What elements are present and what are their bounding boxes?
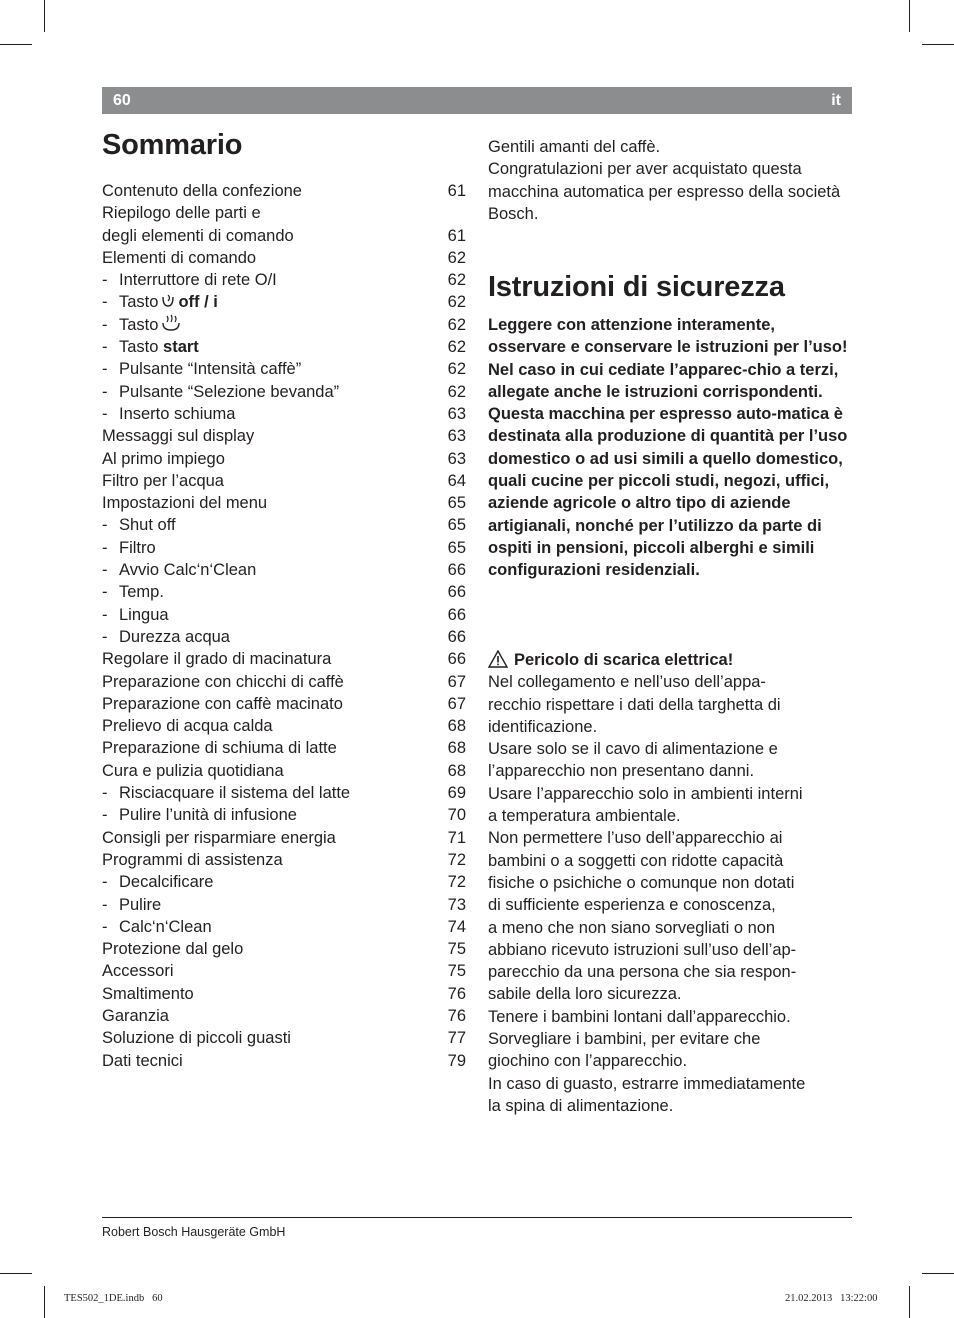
- warning-line: bambini o a soggetti con ridotte capacità: [488, 851, 784, 870]
- warning-line: a temperatura ambientale.: [488, 807, 681, 826]
- footer-company: Robert Bosch Hausgeräte GmbH: [102, 1225, 286, 1239]
- safety-instructions: [488, 314, 852, 582]
- toc-entry[interactable]: Dati tecnici 79: [102, 1050, 466, 1072]
- crop-mark: [922, 44, 954, 45]
- safety-paragraph-read: Leggere con attenzione interamente, osservare e conservare le istruzioni per l’uso! Nel caso in cui cediate l’apparec-chio a terzi, allegate anche le istruzioni corrispondenti.: [488, 316, 848, 401]
- crop-mark: [44, 1286, 45, 1318]
- toc-entry[interactable]: Accessori 75: [102, 960, 466, 982]
- toc-entry[interactable]: Contenuto della confezione 61: [102, 180, 466, 202]
- toc-subentry[interactable]: - Tasto 62: [102, 314, 466, 336]
- intro-text: [488, 136, 852, 225]
- warning-heading: Pericolo di scarica elettrica!: [488, 649, 852, 671]
- toc-subentry[interactable]: - Tasto start 62: [102, 336, 466, 358]
- warning-line: a meno che non siano sorvegliati o non: [488, 918, 776, 937]
- warning-triangle-icon: [488, 650, 508, 668]
- toc-entry[interactable]: Preparazione con chicchi di caffè 67: [102, 671, 466, 693]
- safety-title: Istruzioni di sicurezza: [488, 271, 785, 303]
- footer-divider: [102, 1217, 852, 1218]
- toc-entry[interactable]: Al primo impiego 63: [102, 448, 466, 470]
- toc-subentry[interactable]: - Interruttore di rete O/I 62: [102, 269, 466, 291]
- toc-subentry[interactable]: - Lingua 66: [102, 604, 466, 626]
- toc-entry[interactable]: Preparazione di schiuma di latte 68: [102, 737, 466, 759]
- toc-entry[interactable]: Protezione dal gelo 75: [102, 938, 466, 960]
- toc-entry[interactable]: Riepilogo delle parti e: [102, 202, 466, 224]
- toc-subentry[interactable]: - Temp. 66: [102, 581, 466, 603]
- toc-subentry[interactable]: - Durezza acqua 66: [102, 626, 466, 648]
- intro-paragraph: Gentili amanti del caffè. Congratulazioni per aver acquistato questa macchina automatica per espresso della società Bosch.: [488, 138, 841, 223]
- toc-entry[interactable]: Garanzia 76: [102, 1005, 466, 1027]
- warning-line: identificazione.: [488, 717, 598, 736]
- toc-subentry[interactable]: - Pulire l’unità di infusione 70: [102, 804, 466, 826]
- toc-entry[interactable]: Messaggi sul display 63: [102, 425, 466, 447]
- toc-subentry[interactable]: - Pulire 73: [102, 894, 466, 916]
- toc-entry[interactable]: Elementi di comando 62: [102, 247, 466, 269]
- warning-line: parecchio da una persona che sia respon-: [488, 963, 797, 982]
- crop-mark: [44, 0, 45, 32]
- toc-subentry[interactable]: - Avvio Calc‘n‘Clean 66: [102, 559, 466, 581]
- warning-line: Tenere i bambini lontani dall’apparecchio.: [488, 1007, 791, 1026]
- safety-paragraph-intended-use: Questa macchina per espresso auto-matica è destinata alla produzione di quantità per l’uso domestico o ad usi simili a quello domestico, quali cucine per piccoli studi, negozi, uffici, aziende agricole o altro tipo di aziende artigianali, nonché per l’utilizzo da parte di ospiti in pensioni, piccoli alberghi e simili configurazioni residenziali.: [488, 405, 848, 580]
- milk-steam-icon: [160, 314, 182, 332]
- toc-entry[interactable]: Prelievo di acqua calda 68: [102, 715, 466, 737]
- toc-subentry[interactable]: - Pulsante “Selezione bevanda” 62: [102, 381, 466, 403]
- toc-entry[interactable]: Filtro per l’acqua 64: [102, 470, 466, 492]
- warning-line: Non permettere l’uso dell’apparecchio ai: [488, 829, 783, 848]
- coffee-power-icon: [160, 293, 176, 309]
- warning-line: sabile della loro sicurezza.: [488, 985, 682, 1004]
- toc-entry[interactable]: Impostazioni del menu 65: [102, 492, 466, 514]
- warning-line: la spina di alimentazione.: [488, 1096, 674, 1115]
- print-slug-file: TES502_1DE.indb 60: [64, 1293, 163, 1304]
- toc-subentry[interactable]: - Risciacquare il sistema del latte 69: [102, 782, 466, 804]
- warning-line: In caso di guasto, estrarre immediatamente: [488, 1074, 806, 1093]
- toc-entry[interactable]: Smaltimento 76: [102, 983, 466, 1005]
- toc-entry[interactable]: Programmi di assistenza 72: [102, 849, 466, 871]
- crop-mark: [0, 1273, 32, 1274]
- warning-line: fisiche o psichiche o comunque non dotati: [488, 873, 795, 892]
- crop-mark: [922, 1273, 954, 1274]
- crop-mark: [909, 0, 910, 32]
- toc-subentry[interactable]: - Filtro 65: [102, 537, 466, 559]
- toc-entry[interactable]: degli elementi di comando 61: [102, 225, 466, 247]
- language-code: it: [831, 92, 841, 109]
- warning-line: Nel collegamento e nell’uso dell’appa-: [488, 673, 766, 692]
- warning-line: di sufficiente esperienza e conoscenza,: [488, 896, 776, 915]
- toc-subentry[interactable]: - Tasto off / i 62: [102, 291, 466, 313]
- warning-text: [488, 671, 852, 1117]
- warning-line: abbiano ricevuto istruzioni sull’uso dell’ap-: [488, 940, 797, 959]
- warning-line: l’apparecchio non presentano danni.: [488, 762, 755, 781]
- toc-entry[interactable]: Regolare il grado di macinatura 66: [102, 648, 466, 670]
- warning-line: Sorvegliare i bambini, per evitare che: [488, 1030, 761, 1049]
- page-header-bar: [102, 87, 852, 114]
- table-of-contents: [102, 180, 466, 1072]
- warning-line: Usare l’apparecchio solo in ambienti interni: [488, 784, 803, 803]
- toc-subentry[interactable]: - Decalcificare 72: [102, 871, 466, 893]
- warning-line: giochino con l’apparecchio.: [488, 1052, 688, 1071]
- print-slug-date: 21.02.2013 13:22:00: [785, 1293, 878, 1304]
- warning-line: recchio rispettare i dati della targhetta di: [488, 695, 781, 714]
- electric-shock-warning: [488, 649, 852, 1117]
- crop-mark: [0, 44, 32, 45]
- toc-subentry[interactable]: - Calc‘n‘Clean 74: [102, 916, 466, 938]
- toc-subentry[interactable]: - Pulsante “Intensità caffè” 62: [102, 358, 466, 380]
- toc-subentry[interactable]: - Shut off 65: [102, 514, 466, 536]
- toc-entry[interactable]: Cura e pulizia quotidiana 68: [102, 760, 466, 782]
- toc-subentry[interactable]: - Inserto schiuma 63: [102, 403, 466, 425]
- warning-line: Usare solo se il cavo di alimentazione e: [488, 740, 778, 759]
- page-number: 60: [113, 92, 131, 109]
- crop-mark: [909, 1286, 910, 1318]
- toc-entry[interactable]: Consigli per risparmiare energia 71: [102, 827, 466, 849]
- toc-entry[interactable]: Soluzione di piccoli guasti 77: [102, 1027, 466, 1049]
- toc-title: Sommario: [102, 129, 243, 161]
- toc-entry[interactable]: Preparazione con caffè macinato 67: [102, 693, 466, 715]
